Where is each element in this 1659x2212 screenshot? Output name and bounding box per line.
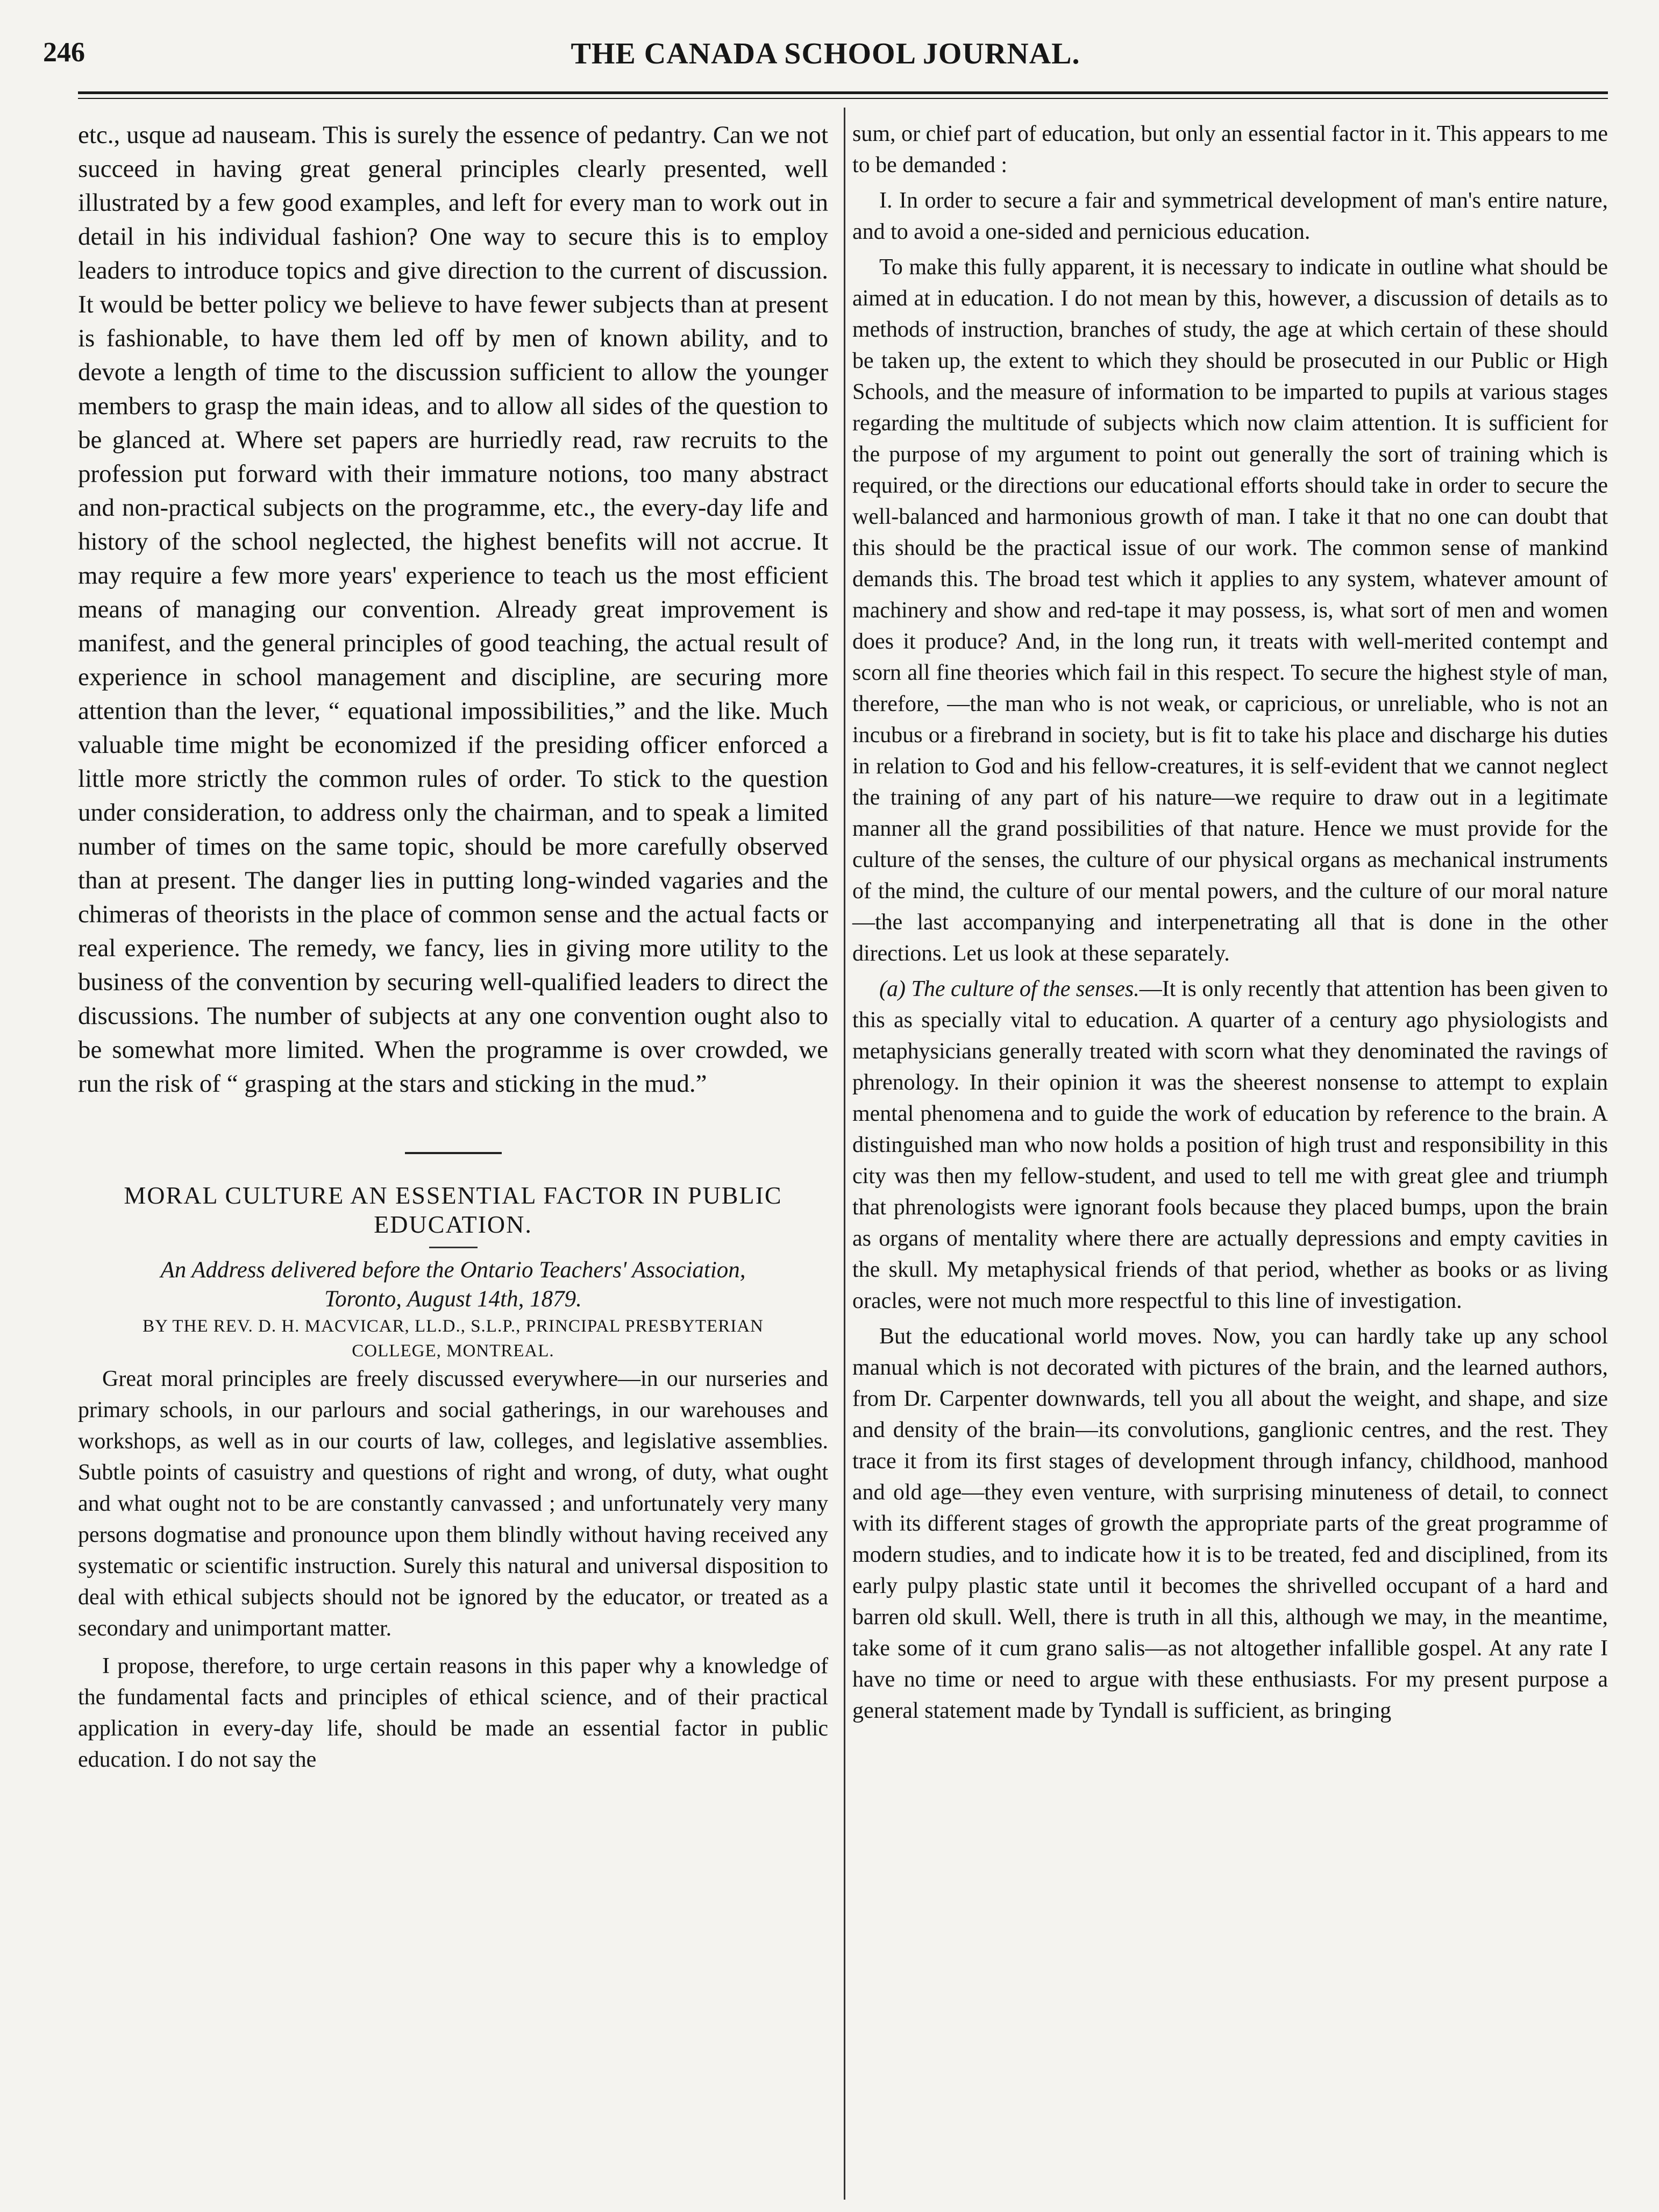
continued-paragraph: etc., usque ad nauseam. This is surely the essence of pedantry. Can we not succeed in having great general principles clearly presented, well illustrated by a few good examples, and left for every man to work out in detail in his individual fashion? One way to secure this is to employ leaders to introduce topics and give direction to the current of discussion. It would be better policy we believe to have fewer subjects than at present is fashionable, to have them led off by men of known ability, and to devote a length of time to the discussion sufficient to allow the younger members to grasp the main ideas, and to allow all sides of the question to be glanced at. Where set papers are hurriedly read, raw recruits to the profession put forward with their immature notions, too many abstract and non-practical subjects on the programme, etc., the every-day life and history of the school neglected, the highest benefits will not accrue. It may require a few more years' experience to teach us the most efficient means of managing our convention. Already great improvement is manifest, and the general principles of good teaching, the actual result of experience in school management and discipline, are securing more attention than the lever, “ equational impossibilities,” and the like. Much valuable time might be economized if the presiding officer enforced a little more strictly the common rules of order. To stick to the question under consideration, to address only the chairman, and to speak a limited number of times on the same topic, should be more carefully observed than at present. The danger lies in putting long-winded vagaries and the chimeras of theorists in the place of common sense and the actual facts or real experience. The remedy, we fancy, lies in giving more utility to the business of the convention by securing well-qualified leaders to direct the discussions. The number of subjects at any one convention ought also to be somewhat more limited. When the programme is over crowded, we run the risk of “ grasping at the stars and sticking in the mud.”: [78, 121, 828, 1098]
journal-title: THE CANADA SCHOOL JOURNAL.: [571, 37, 1080, 70]
column-divider: [844, 108, 845, 2200]
byline-line-2: COLLEGE, MONTREAL.: [352, 1341, 554, 1361]
subtitle-line-1: An Address delivered before the Ontario Teachers' Association,: [160, 1257, 746, 1283]
article-title: MORAL CULTURE AN ESSENTIAL FACTOR IN PUBLIC EDUCATION.: [124, 1182, 782, 1238]
article-byline: [78, 1314, 828, 1363]
header-rule-thin: [78, 98, 1608, 99]
article-subtitle: [78, 1256, 828, 1314]
section-label-senses: (a) The culture of the senses.: [879, 977, 1140, 1001]
right-paragraph-5: But the educational world moves. Now, you can hardly take up any school manual which is not decorated with pictures of the brain, and the learned authors, from Dr. Carpenter downwards, tell you all about the weight, and shape, and size and density of the brain—its convolutions, ganglionic centres, and the rest. They trace it from its first stages of development through infancy, childhood, manhood and old age—they even venture, with surprising minuteness of detail, to connect with its different stages of growth the appropriate parts of the great programme of modern studies, and to indicate how it is to be treated, fed and disciplined, from its early pulpy plastic state until it becomes the shrivelled occupant of a hard and barren old skull. Well, there is truth in all this, although we may, in the meantime, take some of it cum grano salis—as not altogether infallible gospel. At any rate I have no time or need to argue with these enthusiasts. For my present purpose a general statement made by Tyndall is sufficient, as bringing: [852, 1324, 1608, 1723]
page-header: [43, 32, 1608, 75]
article-paragraph-2: I propose, therefore, to urge certain reasons in this paper why a knowledge of the fundamental facts and principles of ethical science, and of their practical application in every-day life, should be made an essential factor in public education. I do not say the: [78, 1654, 828, 1772]
title-rule: [429, 1247, 478, 1248]
right-paragraph-4-text: —It is only recently that attention has been given to this as specially vital to education. A quarter of a century ago physiologists and metaphysicians generally treated with scorn what they denominated the ravings of phrenology. In their opinion it was the sheerest nonsense to attempt to explain mental phenomena and to guide the work of education by reference to the brain. A distinguished man who now holds a position of high trust and responsibility in this city was then my fellow-student, and used to tell me with great glee and triumph that phrenologists were ignorant fools because they placed bumps, upon the brain as organs of mentality where there are actually depressions and empty cavities in the skull. My metaphysical friends of that period, whether as books or as living oracles, were not much more respectful to this line of investigation.: [852, 977, 1608, 1313]
left-column: [78, 118, 828, 1782]
byline-line-1: BY THE REV. D. H. MACVICAR, LL.D., S.L.P., PRINCIPAL PRESBYTERIAN: [143, 1317, 764, 1336]
right-paragraph-3: To make this fully apparent, it is necessary to indicate in outline what should be aimed at in education. I do not mean by this, however, a discussion of details as to methods of instruction, branches of study, the age at which certain of these should be taken up, the extent to which they should be prosecuted in our Public or High Schools, and the measure of information to be imparted to pupils at various stages regarding the multitude of subjects which now claim attention. It is sufficient for the purpose of my argument to point out generally the sort of training which is required, or the directions our educational efforts should take in order to secure the well-balanced and harmonious growth of man. I take it that no one can doubt that this should be the practical issue of our work. The common sense of mankind demands this. The broad test which it applies to any system, whatever amount of machinery and show and red-tape it may possess, is, what sort of men and women does it produce? And, in the long run, it treats with well-merited contempt and scorn all fine theories which fail in this respect. To secure the highest style of man, therefore, —the man who is not weak, or capricious, or unreliable, who is not an incubus or a firebrand in society, but is fit to take his place and discharge his duties in relation to God and his fellow-creatures, it is self-evident that we cannot neglect the training of any part of his nature—we require to draw out in a legitimate manner all the grand possibilities of that nature. Hence we must provide for the culture of the senses, the culture of our physical organs as mechanical instruments of the mind, the culture of our mental powers, and the culture of our moral nature—the last accompanying and interpenetrating all that is done in the other directions. Let us look at these separately.: [852, 255, 1608, 966]
subtitle-line-2: Toronto, August 14th, 1879.: [324, 1286, 582, 1312]
right-paragraph-4: [852, 973, 1608, 1317]
right-column: [852, 118, 1608, 1731]
section-separator: [405, 1152, 502, 1154]
header-rule: [78, 91, 1608, 94]
right-paragraph-2: I. In order to secure a fair and symmetrical development of man's entire nature, and to avoid a one-sided and pernicious education.: [852, 188, 1608, 244]
page-number: 246: [43, 37, 85, 68]
article-paragraph-1: Great moral principles are freely discussed everywhere—in our nurseries and primary schools, in our parlours and social gatherings, in our warehouses and workshops, as well as in our courts of law, colleges, and legislative assemblies. Subtle points of casuistry and questions of right and wrong, of duty, what ought and what ought not to be are constantly canvassed ; and unfortunately very many persons dogmatise and pronounce upon them blindly without having received any systematic or scientific instruction. Surely this natural and universal disposition to deal with ethical subjects should not be ignored by the educator, or treated as a secondary and unimportant matter.: [78, 1367, 828, 1641]
article-body: [78, 1363, 828, 1775]
right-paragraph-1: sum, or chief part of education, but only an essential factor in it. This appears to me to be demanded :: [852, 122, 1608, 177]
